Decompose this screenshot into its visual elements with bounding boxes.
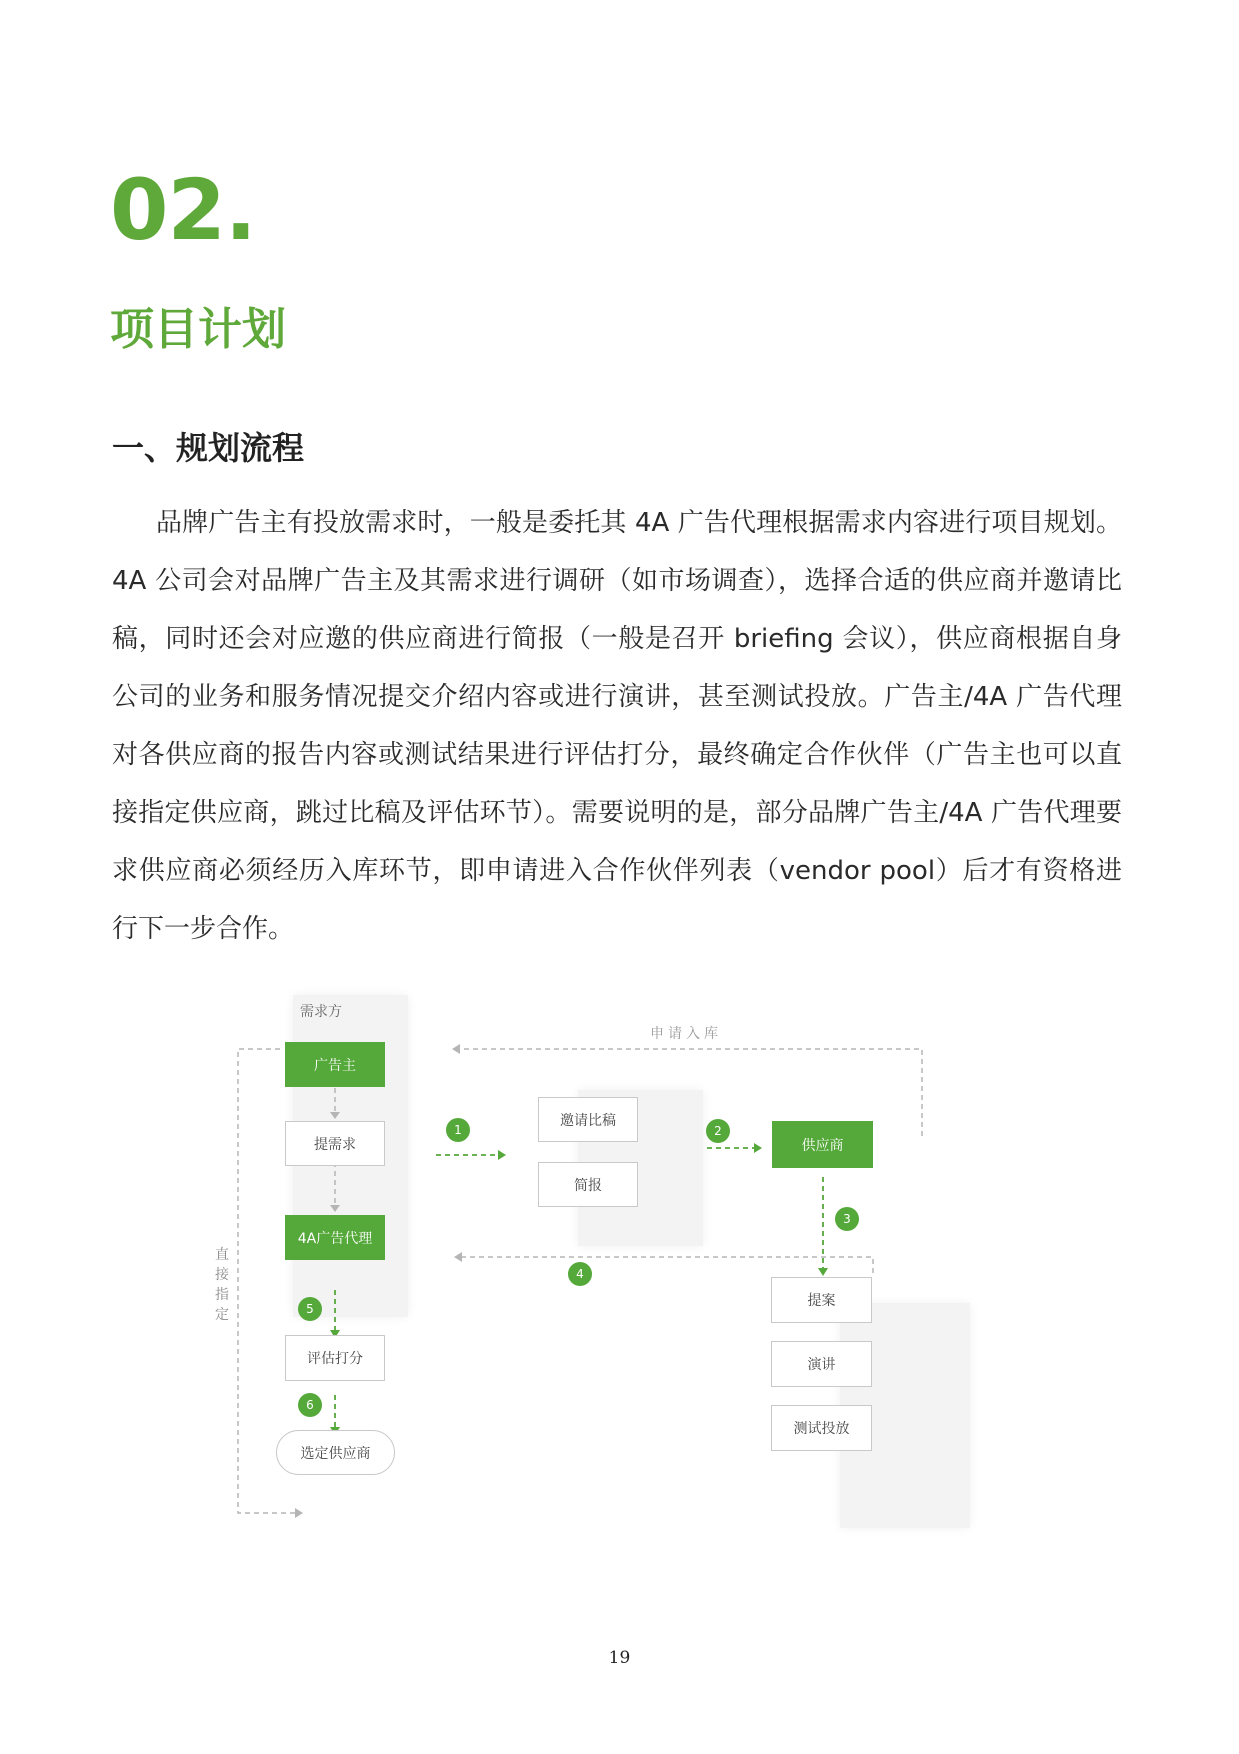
step-3-badge: 3 [835,1207,859,1231]
direct-label: 直接指定 [215,1247,229,1323]
apply-label: 申请入库 [650,1026,722,1042]
body-paragraph: 品牌广告主有投放需求时，一般是委托其 4A 广告代理根据需求内容进行项目规划。4A 公司会对品牌广告主及其需求进行调研（如市场调查），选择合适的供应商并邀请比稿，同时还会对应邀的供应商进行简报（一般是召开 briefing 会议），供应商根据自身公司的业务和服务情况提交介绍内容或进行演讲，甚至测试投放。广告主/4A 广告代理对各供应商的报告内容或测试结果进行评估打分，最终确定合作伙伴（广告主也可以直接指定供应商，跳过比稿及评估环节）。需要说明的是，部分品牌广告主/4A 广告代理要求供应商必须经历入库环节，即申请进入合作伙伴列表（vendor pool）后才有资格进行下一步合作。 [112,508,1122,944]
demand-side-label: 需求方 [300,1004,342,1020]
step-1-badge: 1 [446,1118,470,1142]
speech-box: 演讲 [771,1341,872,1387]
step-5-badge: 5 [298,1297,322,1321]
advertiser-box: 广告主 [285,1042,385,1087]
proposal-box: 提案 [771,1277,872,1323]
evaluate-box: 评估打分 [285,1335,385,1381]
step-6-badge: 6 [298,1393,322,1417]
test-launch-box: 测试投放 [771,1405,872,1451]
page-number: 19 [608,1648,631,1668]
briefing-box: 简报 [538,1162,638,1207]
step-4-badge: 4 [568,1262,592,1286]
step4-connector [462,1257,873,1273]
planning-flow-diagram [200,995,1020,1555]
select-supplier-box: 选定供应商 [276,1430,395,1475]
step-2-badge: 2 [706,1119,730,1143]
section-title: 一、规划流程 [112,429,305,467]
raise-demand-box: 提需求 [285,1121,385,1166]
chapter-title: 项目计划 [110,304,286,355]
agency-box: 4A广告代理 [285,1215,385,1260]
invite-bid-box: 邀请比稿 [538,1097,638,1142]
supplier-box: 供应商 [772,1121,873,1168]
chapter-number: 02. [110,161,256,259]
